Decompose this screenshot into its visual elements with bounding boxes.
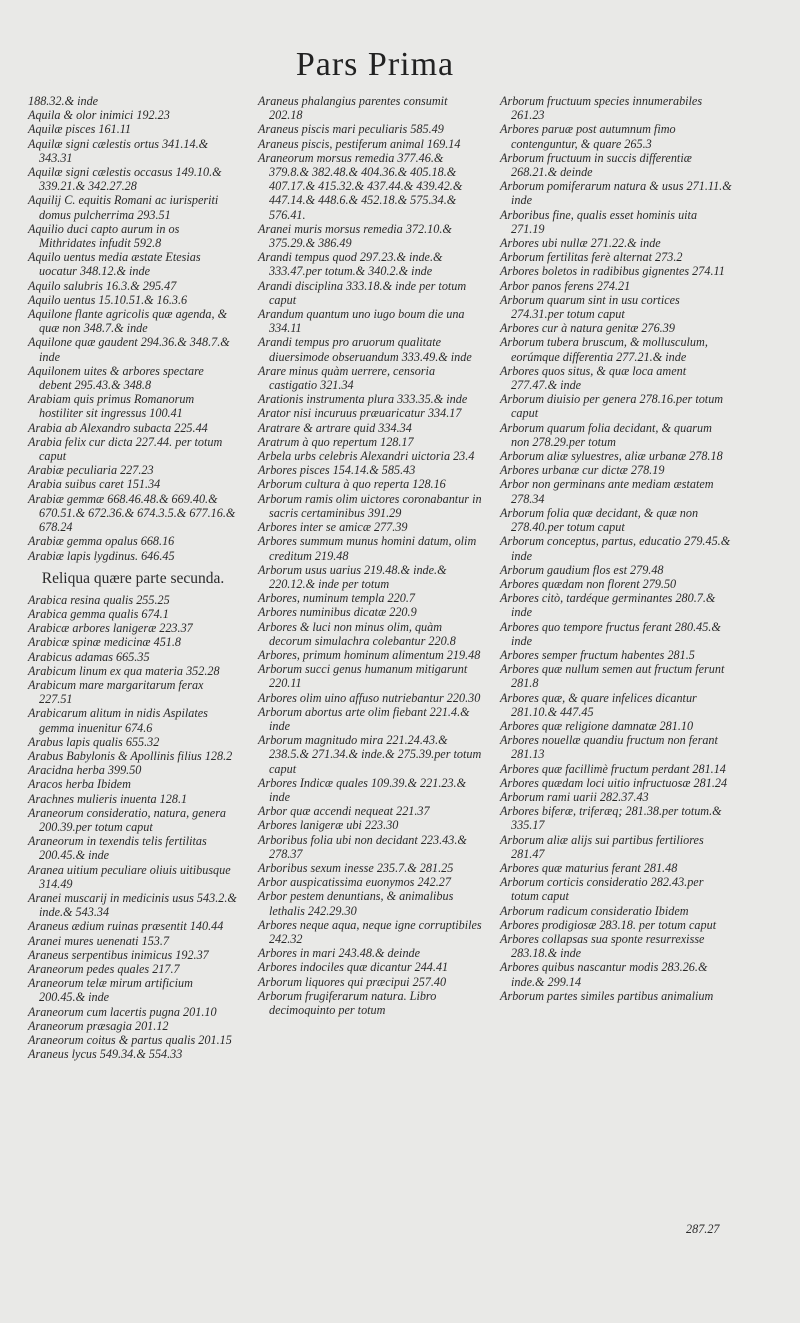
index-entry: Arbores indociles quæ dicantur 244.41 (258, 960, 449, 975)
index-entry: Aquila & olor inimici 192.23 (28, 108, 170, 123)
index-entry: Aranei muris morsus remedia 372.10.& 375.29.& 386.49 (258, 221, 452, 251)
index-entry: Aratrum à quo repertum 128.17 (258, 434, 414, 449)
index-entry: Arationis instrumenta plura 333.35.& inde (258, 392, 468, 407)
index-entry: Arbores ubi nullæ 271.22.& inde (500, 236, 661, 251)
index-entry: Arborum frugiferarum natura. Libro decimoquinto per totum (258, 988, 437, 1017)
index-entry: Araneus lycus 549.34.& 554.33 (28, 1047, 183, 1062)
index-entry: Arabia ab Alexandro subacta 225.44 (28, 420, 208, 435)
index-entry: Arborum liquores qui præcipui 257.40 (258, 974, 447, 989)
index-entry: Arborum diuisio per genera 278.16.per totum caput (500, 392, 724, 421)
index-entry: Arabicus adamas 665.35 (28, 649, 150, 664)
index-entry: Arbores & luci non minus olim, quàm decorum simulachra colebantur 220.8 (258, 619, 456, 648)
index-entry: Arbores collapsas sua sponte resurrexisse 283.18.& inde (500, 931, 705, 961)
index-entry: Aquilæ signi cælestis occasus 149.10.& 339.21.& 342.27.28 (28, 165, 222, 194)
index-entry: Arbores nouellæ quandiu fructum non ferant 281.13 (500, 733, 718, 762)
index-column-1 (28, 94, 238, 1061)
index-entry: Arborum corticis consideratio 282.43.per totum caput (500, 875, 704, 904)
index-entry: Arbores inter se amicæ 277.39 (258, 520, 408, 535)
index-entry: Araneus ædium ruinas præsentit 140.44 (28, 919, 224, 934)
index-entry: Arbores quæ facillimè fructum perdant 281.14 (500, 761, 726, 776)
index-entry: Arbores pisces 154.14.& 585.43 (258, 463, 416, 478)
index-entry: Arbor pestem denuntians, & animalibus lethalis 242.29.30 (258, 889, 454, 918)
index-entry: Araneorum consideratio, natura, genera 200.39.per totum caput (28, 805, 227, 834)
index-entry: Araneus piscis, pestiferum animal 169.14 (258, 136, 461, 151)
index-entry: Arboribus sexum inesse 235.7.& 281.25 (258, 860, 454, 875)
index-entry: Arbores neque aqua, neque igne corruptibiles 242.32 (258, 917, 482, 946)
index-entry: Araneorum præsagia 201.12 (28, 1018, 169, 1033)
index-entry: Arabicum mare margaritarum ferax 227.51 (28, 677, 204, 707)
index-entry: Araneorum morsus remedia 377.46.& 379.8.& 382.48.& 404.36.& 405.18.& 407.17.& 415.32.& 437.44.& 439.42.& 447.14.& 448.6.& 452.18.& 575.34.& 576.41. (258, 150, 463, 222)
index-entry: Arboribus folia ubi non decidant 223.43.& 278.37 (258, 832, 467, 861)
index-entry: Arbor quæ accendi nequeat 221.37 (258, 804, 430, 819)
index-entry: Arbores quæ maturius ferant 281.48 (500, 860, 678, 875)
index-column-3 (500, 94, 732, 1003)
index-entry: Aquilonem uites & arbores spectare debent 295.43.& 348.8 (28, 363, 204, 393)
index-entry: Arabus lapis qualis 655.32 (28, 734, 160, 749)
index-entry: Arborum usus uarius 219.48.& inde.& 220.12.& inde per totum (258, 562, 447, 591)
index-entry: Arbores numinibus dicatæ 220.9 (258, 605, 417, 620)
index-entry: Arabiæ gemma opalus 668.16 (28, 534, 175, 549)
index-entry: Arabiam quis primus Romanorum hostiliter sit ingressus 100.41 (28, 392, 195, 421)
index-entry: Arbores quæ religione damnatæ 281.10 (500, 718, 694, 733)
index-entry: Aquilone flante agricolis quæ agenda, & quæ non 348.7.& inde (28, 307, 228, 336)
index-entry: Arborum aliæ alijs sui partibus fertiliores 281.47 (500, 832, 704, 861)
index-entry: Arbores biferæ, triferæq; 281.38.per totum.& 335.17 (500, 804, 722, 833)
index-column-2 (258, 94, 484, 1017)
index-entry: Arborum pomiferarum natura & usus 271.11.& inde (500, 179, 732, 208)
index-entry: Arborum fructuum species innumerabiles 261.23 (500, 94, 703, 123)
index-entry: Arborum conceptus, partus, educatio 279.45.& inde (500, 534, 731, 563)
index-entry: Arbores Indicæ quales 109.39.& 221.23.& inde (258, 775, 467, 804)
index-entry: Arabiæ gemmæ 668.46.48.& 669.40.& 670.51.& 672.36.& 674.3.5.& 677.16.& 678.24 (28, 491, 236, 535)
index-entry: Aquilio duci capto aurum in os Mithridates infudit 592.8 (28, 221, 180, 251)
index-entry: Aquilæ pisces 161.11 (28, 122, 132, 137)
index-entry: Arandi tempus quod 297.23.& inde.& 333.47.per totum.& 340.2.& inde (258, 250, 443, 279)
index-entry: Arbores quædam non florent 279.50 (500, 576, 677, 591)
page-header: Pars Prima (295, 46, 455, 83)
index-entry: Arabicum linum ex qua materia 352.28 (28, 663, 220, 678)
index-entry: Arandum quantum uno iugo boum die una 334.11 (258, 307, 465, 336)
index-entry: Arator nisi incuruus præuaricatur 334.17 (258, 406, 462, 421)
index-entry: Arbores quo tempore fructus ferant 280.45.& inde (500, 619, 721, 648)
index-entry: Arbores quædam loci uitio infructuosæ 281.24 (500, 775, 728, 790)
index-entry: Araneus phalangius parentes consumit 202.18 (258, 94, 448, 123)
index-entry: Arbores paruæ post autumnum fimo contenguntur, & quare 265.3 (500, 122, 676, 151)
index-entry: Arborum ramis olim uictores coronabantur in sacris certaminibus 391.29 (258, 491, 482, 520)
index-entry: Araneus piscis mari peculiaris 585.49 (258, 122, 444, 137)
index-entry: Arbores quos situs, & quæ loca ament 277.47.& inde (500, 363, 687, 393)
index-entry: Arborum magnitudo mira 221.24.43.& 238.5.& 271.34.& inde.& 275.39.per totum caput (258, 733, 482, 776)
index-entry: Arbores urbanæ cur dictæ 278.19 (500, 463, 665, 478)
index-entry: Arborum fructuum in succis differentiæ 268.21.& deinde (500, 150, 692, 180)
index-entry: Aquilo salubris 16.3.& 295.47 (28, 278, 177, 293)
index-entry: Arbores, numinum templa 220.7 (258, 591, 415, 606)
index-entry: Arbores quæ nullum semen aut fructum ferunt 281.8 (500, 662, 725, 691)
index-entry: Arandi disciplina 333.18.& inde per totum caput (258, 278, 467, 307)
index-entry: Arbor auspicatissima euonymos 242.27 (258, 875, 451, 890)
index-entry: Aracos herba Ibidem (28, 777, 131, 792)
index-entry: Arbores quibus nascantur modis 283.26.& inde.& 299.14 (500, 960, 708, 989)
index-entry: Arborum fertilitas ferè alternat 273.2 (500, 250, 683, 265)
index-entry: Arboribus fine, qualis esset hominis uita 271.19 (500, 207, 698, 236)
index-entry: Arbores prodigiosæ 283.18. per totum caput (500, 917, 717, 932)
index-entry: Aquilone quæ gaudent 294.36.& 348.7.& inde (28, 335, 230, 364)
index-entry: Aquilij C. equitis Romani ac iurisperiti domus pulcherrima 293.51 (28, 193, 219, 222)
index-entry: Arborum abortus arte olim fiebant 221.4.& inde (258, 704, 470, 733)
index-entry: Arborum cultura à quo reperta 128.16 (258, 477, 446, 492)
index-entry: Aracidna herba 399.50 (28, 763, 142, 778)
index-entry: Araneorum cum lacertis pugna 201.10 (28, 1004, 217, 1019)
index-entry: Arborum rami uarii 282.37.43 (500, 789, 649, 804)
index-entry: Arborum quarum folia decidant, & quarum non 278.29.per totum (500, 420, 712, 449)
index-entry: Arachnes mulieris inuenta 128.1 (28, 791, 188, 806)
index-entry: Arbores, primum hominum alimentum 219.48 (258, 647, 481, 662)
index-entry: Araneorum pedes quales 217.7 (28, 961, 180, 976)
index-entry: Arborum succi genus humanum mitigarunt 220.11 (258, 662, 468, 691)
index-entry: Arabiæ peculiaria 227.23 (28, 463, 154, 478)
index-entry: Arabiæ lapis lygdinus. 646.45 (28, 548, 175, 563)
index-entry: Arbor non germinans ante mediam æstatem 278.34 (500, 477, 714, 506)
index-entry: Arbores olim uino affuso nutriebantur 220.30 (258, 690, 481, 705)
index-entry: Arborum tubera bruscum, & mollusculum, eorúmque differentia 277.21.& inde (500, 335, 708, 364)
index-entry: Arbores summum munus homini datum, olim creditum 219.48 (258, 534, 477, 563)
index-entry: Aquilæ signi cælestis ortus 341.14.& 343.31 (28, 136, 209, 165)
index-entry: Arbores in mari 243.48.& deinde (258, 946, 421, 961)
index-entry: Arborum partes similes partibus animalium (500, 988, 714, 1003)
index-entry: Aranei muscarij in medicinis usus 543.2.& inde.& 543.34 (28, 890, 237, 920)
index-entry: Araneus serpentibus inimicus 192.37 (28, 947, 209, 962)
index-entry: Arabicarum alitum in nidis Aspilates gemma inuenitur 674.6 (28, 706, 208, 735)
index-entry: Arbores boletos in radibibus gignentes 274.11 (500, 264, 725, 279)
index-entry: Arbela urbs celebris Alexandri uictoria 23.4 (258, 449, 475, 464)
index-entry: Arborum quarum sint in usu cortices 274.31.per totum caput (500, 292, 680, 322)
index-entry: Araneorum in texendis telis fertilitas 200.45.& inde (28, 834, 207, 863)
index-entry: Arbores citò, tardéque germinantes 280.7.& inde (500, 591, 716, 620)
index-entry: Aquilo uentus media æstate Etesias uocatur 348.12.& inde (28, 250, 201, 279)
folio-reference: 287.27 (686, 1222, 720, 1236)
index-entry: Arborum gaudium flos est 279.48 (500, 562, 664, 577)
index-entry: Aranei mures uenenati 153.7 (28, 933, 170, 948)
index-entry: Arbores cur à natura genitæ 276.39 (500, 321, 675, 336)
index-entry: Arare minus quàm uerrere, censoria castigatio 321.34 (258, 363, 436, 393)
index-entry: Arbor panos ferens 274.21 (500, 278, 631, 293)
index-entry: Arabica resina qualis 255.25 (28, 592, 170, 607)
index-entry: Arborum folia quæ decidant, & quæ non 278.40.per totum caput (500, 505, 699, 535)
index-entry: Aquilo uentus 15.10.51.& 16.3.6 (28, 292, 188, 307)
index-entry: Arabus Babylonis & Apollinis filius 128.2 (28, 748, 233, 763)
index-entry: Arbores semper fructum habentes 281.5 (500, 647, 695, 662)
index-entry: Arbores quæ, & quare infelices dicantur 281.10.& 447.45 (500, 690, 697, 719)
index-entry: Arborum aliæ syluestres, aliæ urbanæ 278.18 (500, 449, 723, 464)
column-1-entries-continued (28, 593, 238, 1062)
index-entry: Araneorum coitus & partus qualis 201.15 (28, 1033, 232, 1047)
index-entry: Araneorum telæ mirum artificium 200.45.& inde (28, 976, 193, 1005)
index-entry: Arabia felix cur dicta 227.44. per totum caput (28, 434, 223, 464)
index-entry: Arbores lanigeræ ubi 223.30 (258, 818, 399, 833)
index-entry: Arabicæ spinæ medicinæ 451.8 (28, 635, 182, 650)
index-entry: Arabica gemma qualis 674.1 (28, 606, 169, 621)
index-entry: Aranea uitium peculiare oliuis uitibusque 314.49 (28, 862, 231, 891)
index-entry: Arandi tempus pro aruorum qualitate diuersimode obseruandum 333.49.& inde (258, 335, 472, 364)
index-entry: 188.32.& inde (28, 94, 99, 108)
index-entry: Aratrare & artrare quid 334.34 (258, 420, 412, 435)
column-1-entries (28, 94, 238, 563)
section-heading: Reliqua quære parte secunda. (41, 569, 225, 587)
index-entry: Arborum radicum consideratio Ibidem (500, 903, 689, 918)
index-entry: Arabicæ arbores lanigeræ 223.37 (28, 621, 193, 636)
index-entry: Arabia suibus caret 151.34 (28, 477, 161, 492)
